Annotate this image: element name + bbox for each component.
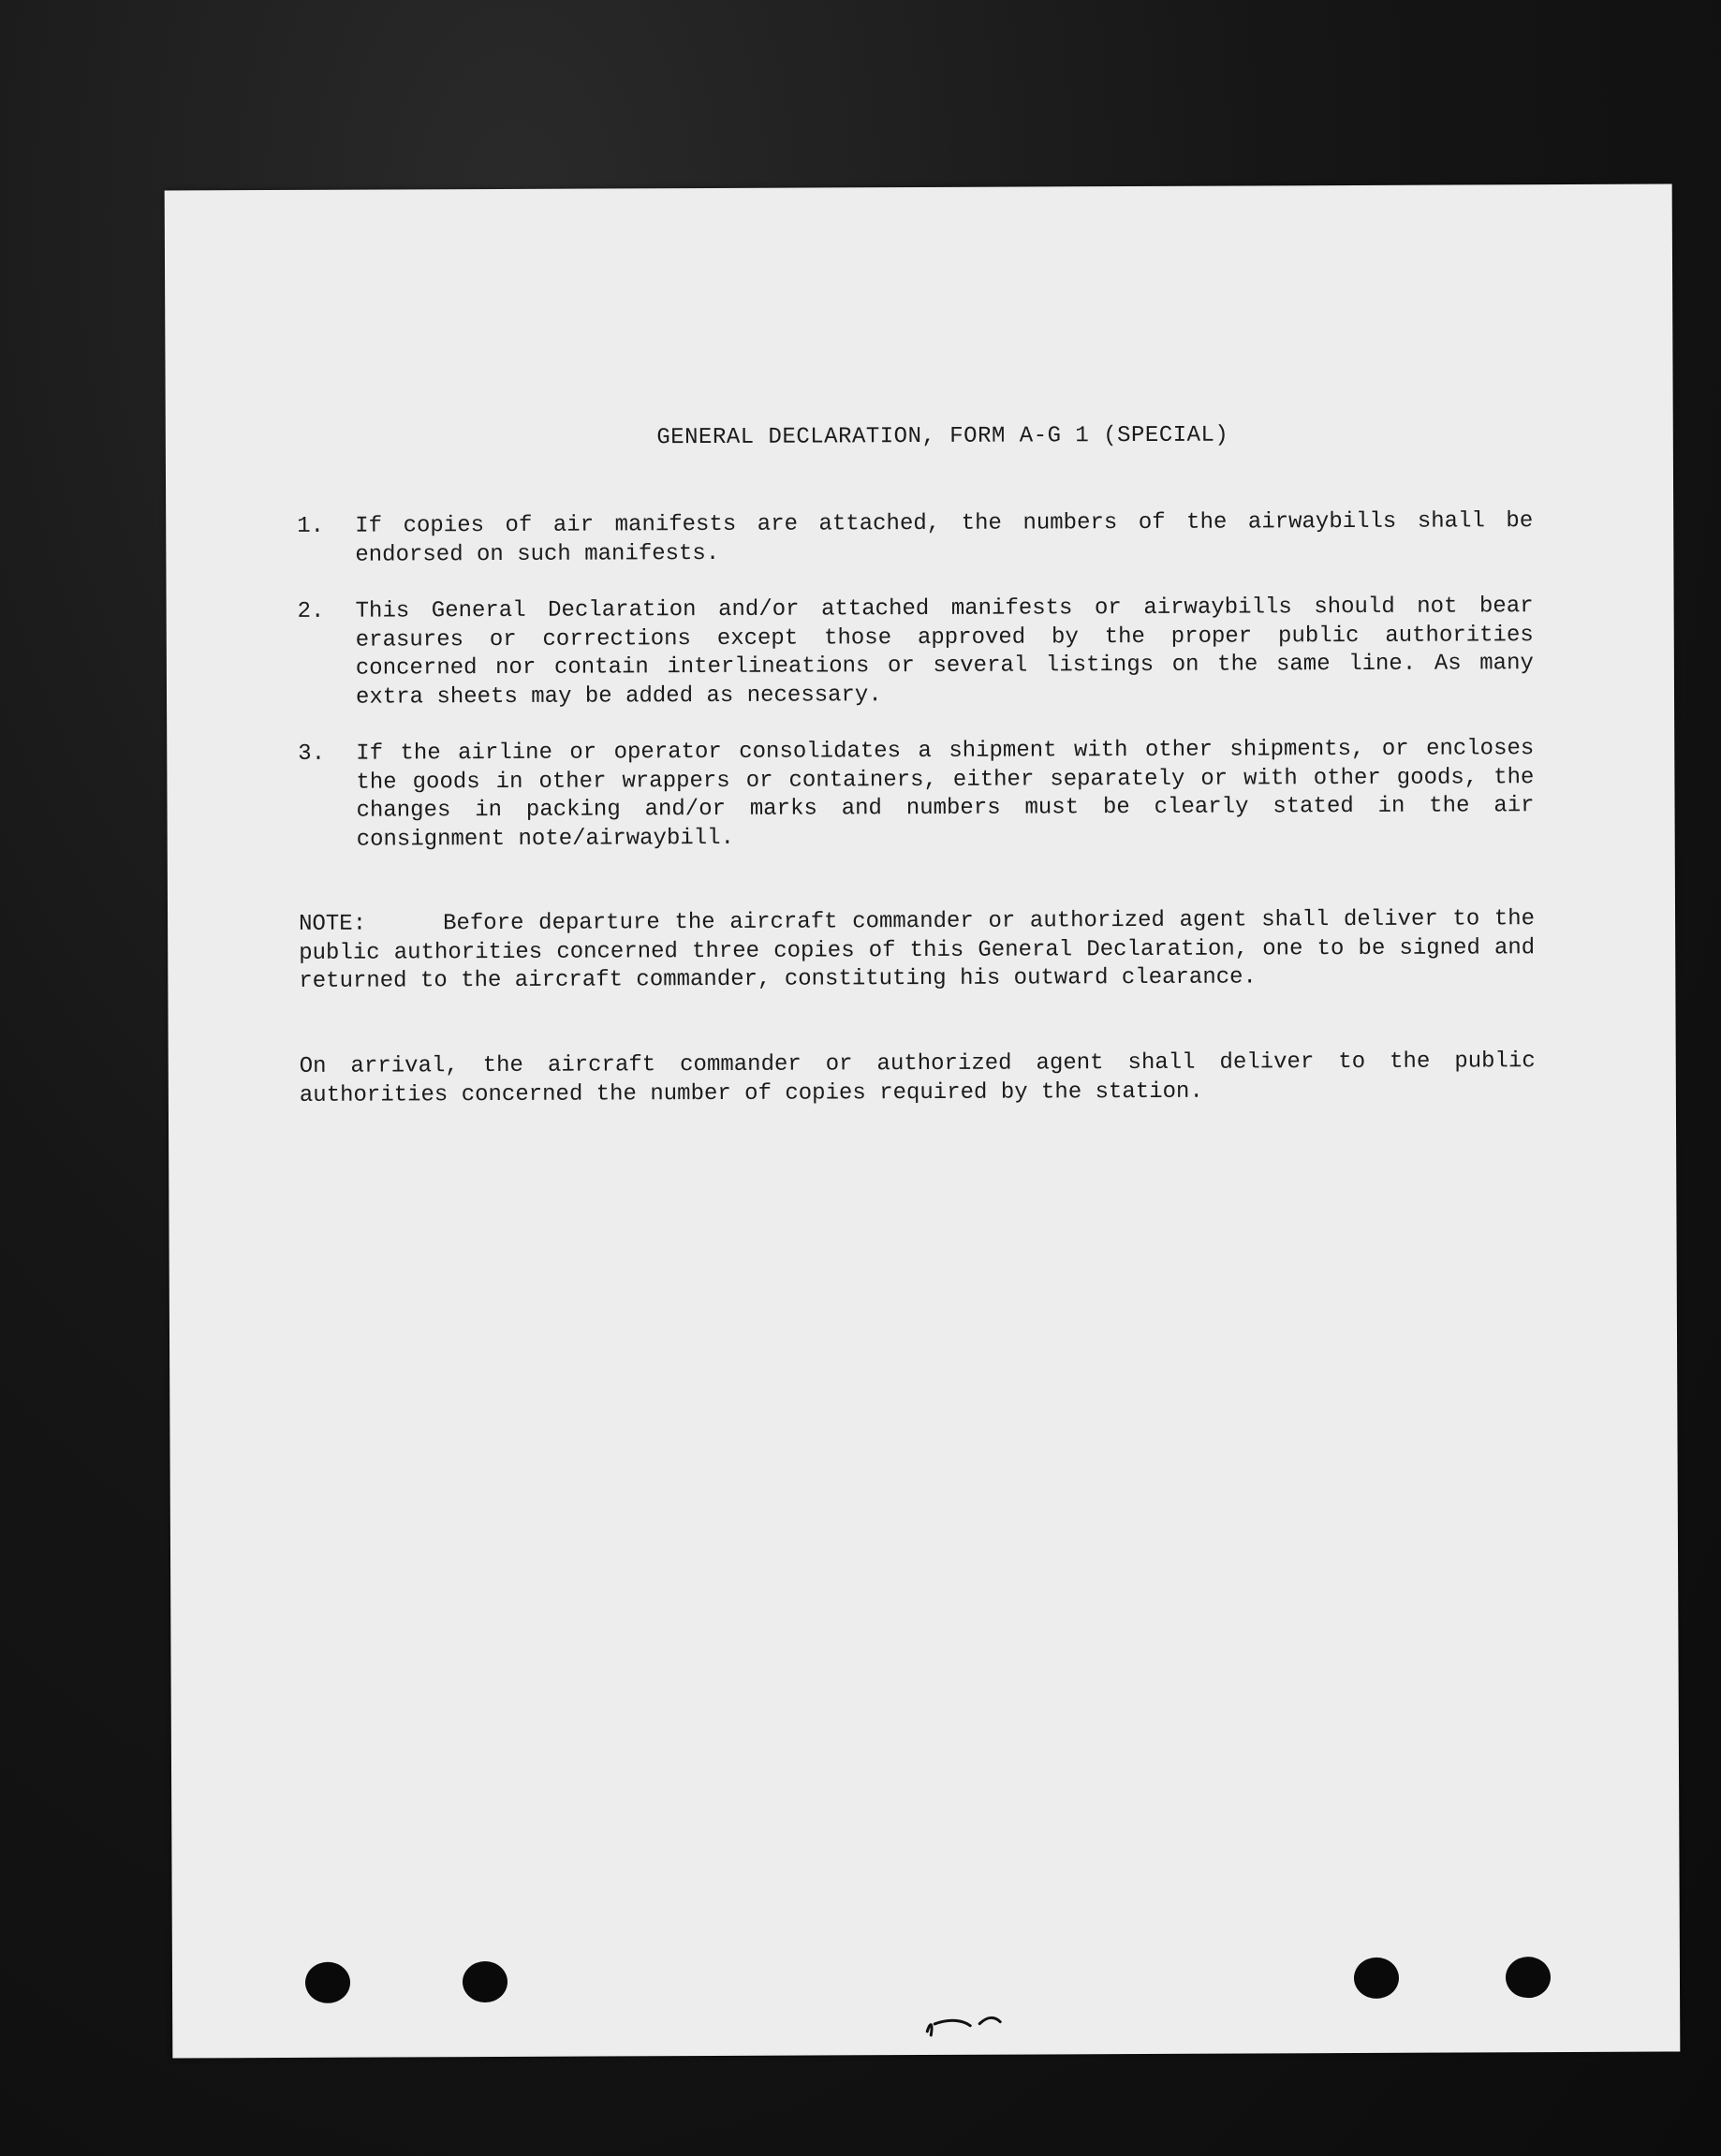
list-item <box>297 507 1533 570</box>
item-number: 3. <box>298 741 326 767</box>
item-text: If copies of air manifests are attached, the numbers of the airwaybills shall be endorsed on such manifests. <box>355 508 1534 568</box>
handwritten-mark <box>921 2003 1024 2041</box>
list-item <box>298 593 1535 712</box>
arrival-paragraph: On arrival, the aircraft commander or authorized agent shall deliver to the public authorities concerned the number of copies required by the station. <box>299 1049 1536 1108</box>
document-title: GENERAL DECLARATION, FORM A-G 1 (SPECIAL) <box>656 422 1229 451</box>
document-page <box>165 183 1681 2058</box>
list-item <box>298 735 1535 855</box>
punch-hole <box>305 1962 350 2003</box>
item-text: This General Declaration and/or attached manifests or airwaybills should not bear erasures or corrections except those approved by the proper public authorities concerned nor contain interlineations or several listings on the same line. As many extra sheets may be added as necessary. <box>355 594 1534 711</box>
punch-hole <box>1506 1957 1551 1998</box>
item-number: 2. <box>297 598 325 624</box>
note-text: Before departure the aircraft commander or authorized agent shall deliver to the public authorities concerned three copies of this General Declaration, one to be signed and returned to the aircraft commander, constituting his outward clearance. <box>299 906 1536 994</box>
note-label: NOTE: <box>299 911 367 937</box>
item-text: If the airline or operator consolidates a shipment with other shipments, or encloses the goods in other wrappers or containers, either separately or with other goods, the changes in packing and/or marks and numbers must be clearly stated in the air consignment note/airwaybill. <box>356 736 1535 853</box>
punch-hole <box>1354 1958 1399 1999</box>
punch-hole <box>463 1961 507 2002</box>
note-paragraph <box>299 905 1535 996</box>
item-number: 1. <box>297 513 325 539</box>
instruction-list <box>297 507 1535 883</box>
